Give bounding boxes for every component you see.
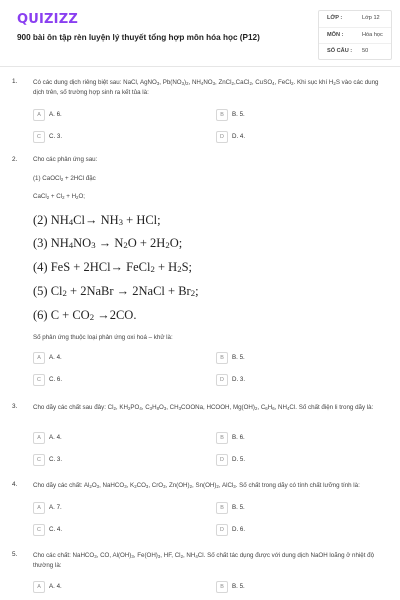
- header-divider: [0, 66, 400, 67]
- option-letter: A: [33, 109, 45, 121]
- meta-value: Hóa học: [362, 32, 383, 38]
- equation-5: (5) $Cl_2$ + 2NaBr → 2NaCl + $Br_2$;: [33, 284, 199, 298]
- meta-value: 50: [362, 48, 369, 54]
- option-text: D. 6.: [232, 526, 246, 533]
- option-text: C. 3.: [49, 456, 63, 463]
- reaction-1: (1) CaOCl$_2$ + 2HCl đặc: [33, 175, 96, 182]
- option-text: B. 5.: [232, 583, 245, 590]
- equation-6: (6) $C + CO_2 \to 2CO$.: [33, 308, 137, 322]
- option-text: C. 6.: [49, 376, 63, 383]
- meta-label: SỐ CÂU :: [327, 48, 353, 54]
- option-letter: B: [216, 109, 228, 121]
- option-letter: D: [216, 374, 228, 386]
- quizizz-logo: QUIZIZZ: [17, 12, 78, 27]
- question-number: 2.: [12, 156, 18, 163]
- option-text: A. 4.: [49, 434, 62, 441]
- option-text: D. 3.: [232, 376, 246, 383]
- option-text: A. 4.: [49, 583, 62, 590]
- option-letter: C: [33, 454, 45, 466]
- meta-label: LỚP :: [327, 15, 343, 21]
- option-text: B. 5.: [232, 504, 245, 511]
- question-number: 5.: [12, 551, 18, 558]
- question-text: Cho các chất: NaHCO$_3$, CO, $Al(OH)_3$, $Fe(OH)_3$, HF, $Cl_2$, $NH_4Cl$. Số chất tác dụng được với dung dịch NaOH loãng ở nhiệt độ thường là:: [33, 552, 375, 569]
- option-letter: C: [33, 131, 45, 143]
- equation-4: (4) FeS + 2HCl→ FeCl$_2$ + $H_2S$;: [33, 260, 192, 274]
- option-letter: B: [216, 432, 228, 444]
- option-text: D. 5.: [232, 456, 246, 463]
- option-letter: A: [33, 432, 45, 444]
- equation-2: (2) $NH_4Cl\to NH_3$ + HCl;: [33, 213, 161, 227]
- option-text: C. 4.: [49, 526, 63, 533]
- option-letter: B: [216, 581, 228, 593]
- option-letter: B: [216, 352, 228, 364]
- option-text: A. 4.: [49, 354, 62, 361]
- option-letter: D: [216, 131, 228, 143]
- option-letter: B: [216, 502, 228, 514]
- question-number: 3.: [12, 403, 18, 410]
- meta-row-subject: [319, 27, 391, 44]
- option-text: B. 5.: [232, 354, 245, 361]
- meta-row-count: [319, 43, 391, 60]
- meta-label: MÔN :: [327, 32, 344, 38]
- equation-3: (3) $NH_4NO_3 \to N_2O + 2H_2O$;: [33, 236, 183, 250]
- option-letter: A: [33, 581, 45, 593]
- question-number: 1.: [12, 78, 18, 85]
- question-text: Có các dung dịch riêng biệt sau: NaCl, AgNO$_3$, $Pb(NO_3)_2$, $NH_4NO_3$, ZnCl$_2$,CaCl$_2$, CuSO$_4$, FeCl$_2$. Khi sục khí $H_2S$ vào các dung dịch trên, số trường hợp sinh ra kết tủa là:: [33, 79, 379, 96]
- meta-value: Lớp 12: [362, 15, 380, 21]
- question-text: Cho dãy các chất sau đây: $Cl_2$, $KH_2PO_4$, $C_3H_8O_3$, $CH_3COONa$, HCOOH, $Mg(OH)_2$, $C_6H_6$, $NH_4Cl$. Số chất điện li trong dãy là:: [33, 404, 374, 411]
- option-letter: A: [33, 502, 45, 514]
- header: [0, 0, 400, 66]
- question-text: Số phản ứng thuộc loại phản ứng oxi hoá – khử là:: [33, 334, 173, 341]
- meta-box: [318, 10, 392, 60]
- question-number: 4.: [12, 481, 18, 488]
- option-letter: C: [33, 374, 45, 386]
- option-letter: A: [33, 352, 45, 364]
- question-intro: Cho các phản ứng sau:: [33, 156, 98, 163]
- option-text: A. 6.: [49, 111, 62, 118]
- option-text: D. 4.: [232, 133, 246, 140]
- option-text: B. 5.: [232, 111, 245, 118]
- option-letter: C: [33, 524, 45, 536]
- option-text: B. 6.: [232, 434, 245, 441]
- option-letter: D: [216, 454, 228, 466]
- option-text: C. 3.: [49, 133, 63, 140]
- meta-row-class: [319, 11, 391, 27]
- question-text: Cho dãy các chất: $Al_2O_3$, NaHCO$_3$, $K_2CO_3$, CrO$_3$, $Zn(OH)_2$, $Sn(OH)_2$, AlCl$_3$. Số chất trong dãy có tính chất lưỡng tính là:: [33, 482, 360, 489]
- reaction-1-products: CaCl$_2$ + $Cl_2 + H_2O$;: [33, 193, 86, 200]
- option-letter: D: [216, 524, 228, 536]
- page-title: 900 bài ôn tập rèn luyện lý thuyết tổng hợp môn hóa học (P12): [17, 33, 260, 42]
- option-text: A. 7.: [49, 504, 62, 511]
